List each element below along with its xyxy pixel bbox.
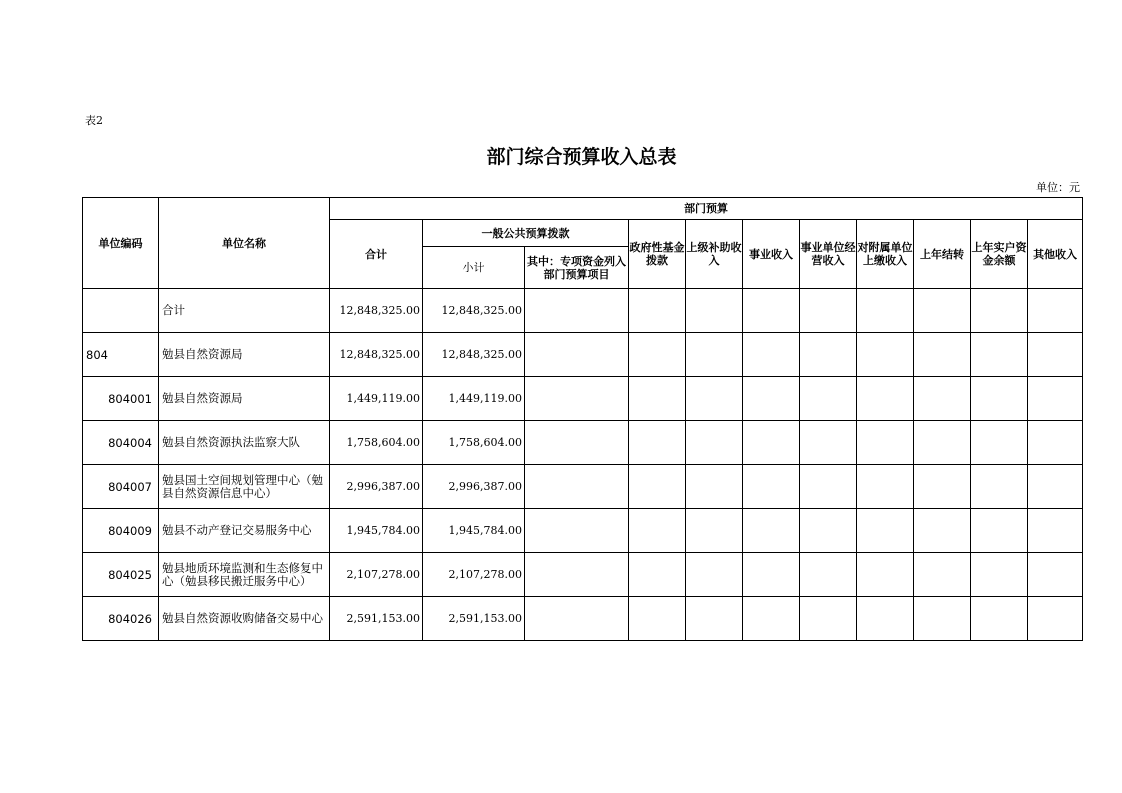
row-total: 1,758,604.00 [330,421,423,465]
header-name: 单位名称 [159,198,330,289]
row-code: 804 [83,333,159,377]
row-total: 12,848,325.00 [330,333,423,377]
row-total: 12,848,325.00 [330,289,423,333]
header-business-income: 事业收入 [743,220,800,289]
header-carryover: 上年结转 [914,220,971,289]
unit-note: 单位：元 [1036,181,1080,194]
row-name: 勉县自然资源局 [159,377,330,421]
row-subtotal: 2,591,153.00 [423,597,525,641]
header-code: 单位编码 [83,198,159,289]
row-total: 2,996,387.00 [330,465,423,509]
row-name: 勉县地质环境监测和生态修复中心（勉县移民搬迁服务中心） [159,553,330,597]
row-code: 804025 [83,553,159,597]
header-affiliated-income: 对附属单位上缴收入 [857,220,914,289]
header-prior-balance: 上年实户资金余额 [971,220,1028,289]
header-operating-income: 事业单位经营收入 [800,220,857,289]
row-name: 勉县不动产登记交易服务中心 [159,509,330,553]
row-subtotal: 1,758,604.00 [423,421,525,465]
header-subtotal: 小计 [423,247,525,289]
header-dept-budget: 部门预算 [330,198,1083,220]
table-row [83,509,1083,553]
table-row [83,421,1083,465]
row-code [83,289,159,333]
header-total: 合计 [330,220,423,289]
row-total: 1,449,119.00 [330,377,423,421]
row-subtotal: 2,996,387.00 [423,465,525,509]
table-row [83,597,1083,641]
table-label: 表2 [85,114,103,127]
row-subtotal: 1,449,119.00 [423,377,525,421]
row-name: 合计 [159,289,330,333]
row-subtotal: 2,107,278.00 [423,553,525,597]
row-total: 2,591,153.00 [330,597,423,641]
table-row [83,333,1083,377]
table-row [83,377,1083,421]
budget-income-table [82,197,1083,641]
row-code: 804001 [83,377,159,421]
row-code: 804026 [83,597,159,641]
header-general-budget: 一般公共预算拨款 [423,220,629,247]
header-special-funds: 其中：专项资金列入部门预算项目 [525,247,629,289]
row-subtotal: 12,848,325.00 [423,289,525,333]
row-subtotal: 12,848,325.00 [423,333,525,377]
row-code: 804004 [83,421,159,465]
row-name: 勉县自然资源局 [159,333,330,377]
row-code: 804009 [83,509,159,553]
header-gov-fund: 政府性基金拨款 [629,220,686,289]
row-name: 勉县自然资源执法监察大队 [159,421,330,465]
header-other-income: 其他收入 [1028,220,1083,289]
page-title: 部门综合预算收入总表 [486,146,677,168]
row-subtotal: 1,945,784.00 [423,509,525,553]
table-row [83,553,1083,597]
row-total: 2,107,278.00 [330,553,423,597]
row-total: 1,945,784.00 [330,509,423,553]
table-row [83,289,1083,333]
header-higher-subsidy: 上级补助收入 [686,220,743,289]
row-name: 勉县自然资源收购储备交易中心 [159,597,330,641]
row-code: 804007 [83,465,159,509]
row-name: 勉县国土空间规划管理中心（勉县自然资源信息中心） [159,465,330,509]
table-row [83,465,1083,509]
